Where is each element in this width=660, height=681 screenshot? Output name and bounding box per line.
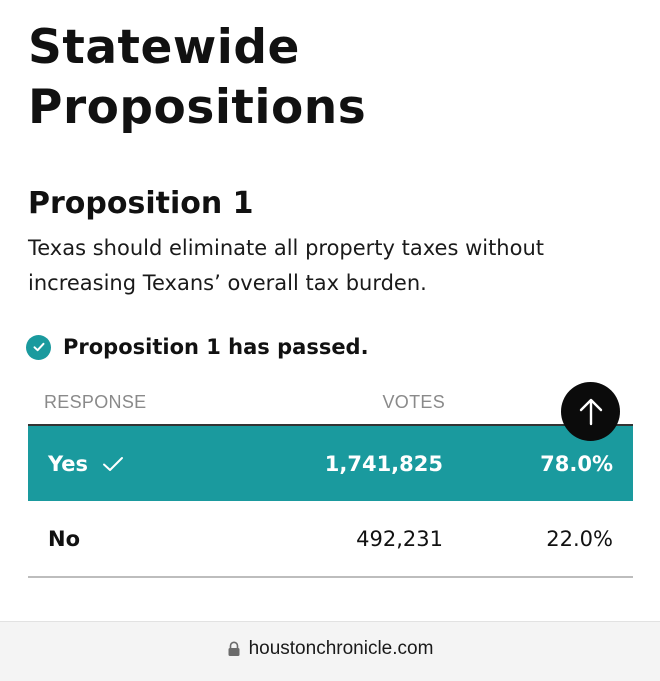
page-title: Statewide Propositions (28, 20, 367, 135)
row-no-votes: 492,231 (356, 526, 443, 551)
browser-url-bar[interactable] (0, 621, 660, 681)
check-circle-icon (26, 335, 51, 360)
proposition-title: Proposition 1 (28, 186, 254, 221)
status-text: Proposition 1 has passed. (63, 335, 369, 359)
row-yes-response (48, 426, 124, 501)
proposition-description: Texas should eliminate all property taxes without increasing Texans’ overall tax burden. (28, 236, 545, 295)
table-row-yes (28, 426, 633, 501)
results-table (28, 382, 633, 578)
url-text: houstonchronicle.com (248, 637, 434, 659)
row-no-percent: 22.0% (546, 526, 613, 551)
row-yes-percent: 78.0% (540, 451, 613, 476)
checkmark-icon (102, 456, 124, 472)
header-votes: VOTES (382, 392, 445, 412)
scroll-to-top-button[interactable] (561, 382, 620, 441)
table-header (28, 382, 633, 426)
table-row-no (28, 501, 633, 578)
proposition-status (26, 332, 369, 362)
arrow-up-icon (577, 397, 605, 427)
header-response: RESPONSE (44, 392, 147, 412)
row-no-response: No (48, 526, 81, 551)
lock-icon (227, 641, 241, 657)
row-yes-votes: 1,741,825 (324, 451, 443, 476)
row-yes-label: Yes (48, 451, 89, 476)
